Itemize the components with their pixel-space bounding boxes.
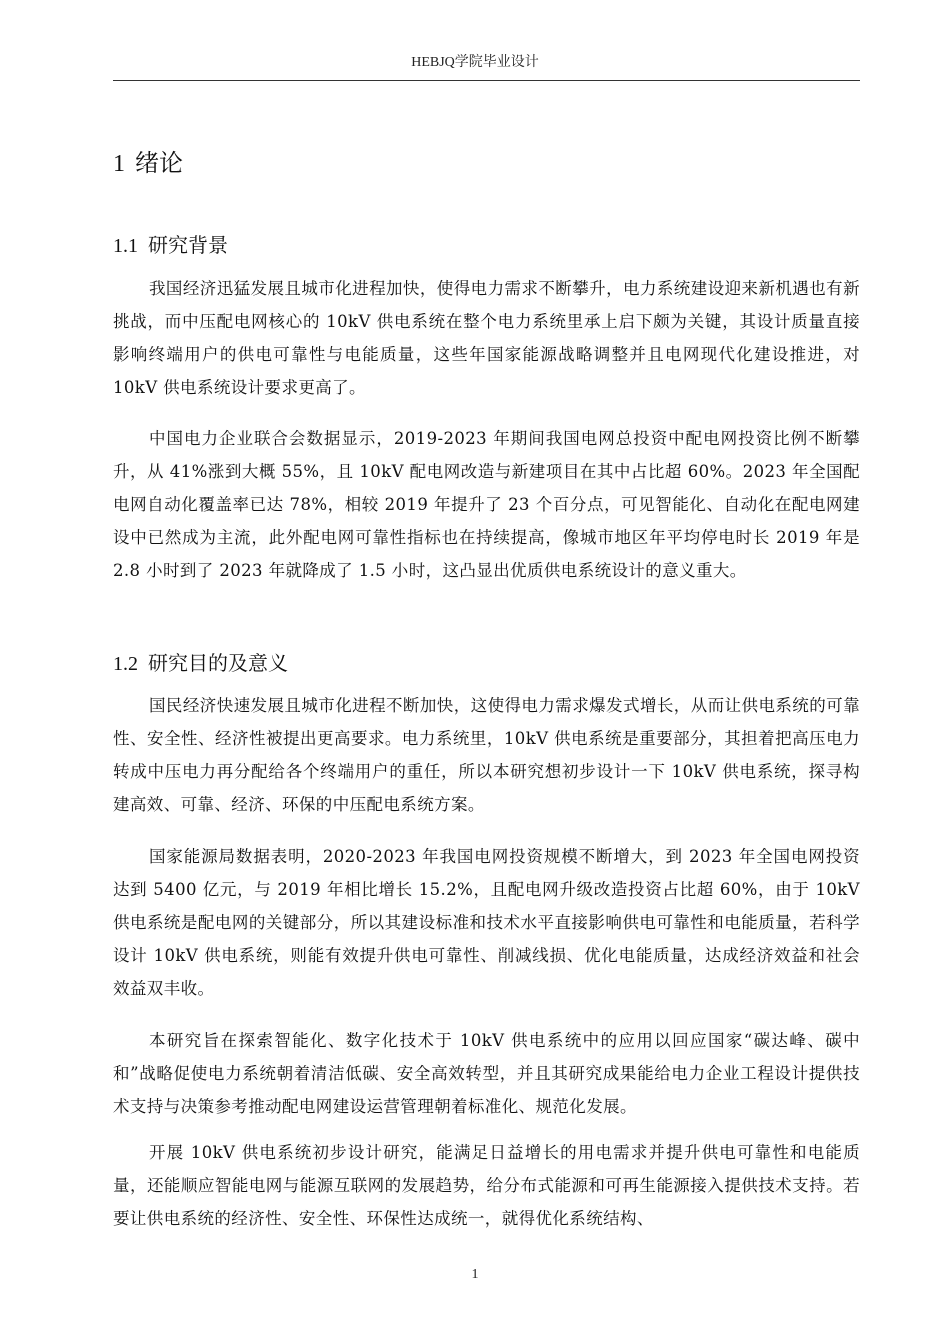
header-title: HEBJQ学院毕业设计 (411, 55, 539, 70)
body-paragraph: 国民经济快速发展且城市化进程不断加快，这使得电力需求爆发式增长，从而让供电系统的可靠性、安全性、经济性被提出更高要求。电力系统里，10kV 供电系统是重要部分，其担着把高压电力转成中压电力再分配给各个终端用户的重任，所以本研究想初步设计一下 10kV 供电系统，探寻构建高效、可靠、经济、环保的中压配电系统方案。 (113, 696, 860, 814)
chapter-number: 1 (113, 151, 125, 177)
body-paragraph: 开展 10kV 供电系统初步设计研究，能满足日益增长的用电需求并提升供电可靠性和电能质量，还能顺应智能电网与能源互联网的发展趋势，给分布式能源和可再生能源接入提供技术支持。若要让供电系统的经济性、安全性、环保性达成统一，就得优化系统结构、 (113, 1143, 860, 1228)
section-title: 研究背景 (148, 233, 228, 257)
page-number: 1 (471, 1267, 479, 1282)
section-title: 研究目的及意义 (148, 651, 288, 675)
chapter-title: 绪论 (135, 149, 183, 177)
body-paragraph: 中国电力企业联合会数据显示，2019-2023 年期间我国电网总投资中配电网投资比例不断攀升，从 41%涨到大概 55%，且 10kV 配电网改造与新建项目在其中占比超 60%。2023 年全国配电网自动化覆盖率已达 78%，相较 2019 年提升了 23 个百分点，可见智能化、自动化在配电网建设中已然成为主流，此外配电网可靠性指标也在持续提高，像城市地区年平均停电时长 2019 年是 2.8 小时到了 2023 年就降成了 1.5 小时，这凸显出优质供电系统设计的意义重大。 (113, 429, 860, 580)
section-number: 1.1 (113, 235, 138, 257)
body-paragraph: 我国经济迅猛发展且城市化进程加快，使得电力需求不断攀升，电力系统建设迎来新机遇也有新挑战，而中压配电网核心的 10kV 供电系统在整个电力系统里承上启下颇为关键，其设计质量直接影响终端用户的供电可靠性与电能质量，这些年国家能源战略调整并且电网现代化建设推进，对 10kV 供电系统设计要求更高了。 (113, 279, 860, 397)
body-paragraph: 本研究旨在探索智能化、数字化技术于 10kV 供电系统中的应用以回应国家“碳达峰、碳中和”战略促使电力系统朝着清洁低碳、安全高效转型，并且其研究成果能给电力企业工程设计提供技术支持与决策参考推动配电网建设运营管理朝着标准化、规范化发展。 (113, 1031, 860, 1116)
header-divider (113, 80, 860, 81)
section-number: 1.2 (113, 653, 138, 675)
section-heading (113, 648, 288, 679)
section-heading (113, 230, 228, 261)
chapter-heading (113, 145, 183, 182)
body-paragraph: 国家能源局数据表明，2020-2023 年我国电网投资规模不断增大，到 2023 年全国电网投资达到 5400 亿元，与 2019 年相比增长 15.2%，且配电网升级改造投资占比超 60%，由于 10kV 供电系统是配电网的关键部分，所以其建设标准和技术水平直接影响供电可靠性和电能质量，若科学设计 10kV 供电系统，则能有效提升供电可靠性、削减线损、优化电能质量，达成经济效益和社会效益双丰收。 (113, 847, 860, 998)
